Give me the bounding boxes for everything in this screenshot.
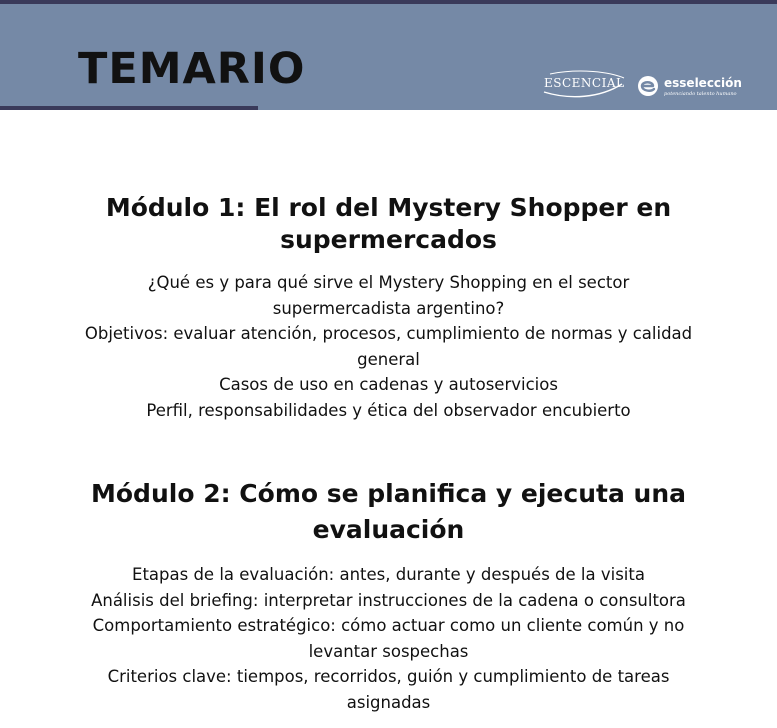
page-title: TEMARIO bbox=[78, 44, 306, 94]
module-2-title: Módulo 2: Cómo se planifica y ejecuta una evaluación bbox=[91, 479, 686, 544]
module-1-items bbox=[60, 270, 717, 423]
module-2-item: Etapas de la evaluación: antes, durante y después de la visita bbox=[132, 565, 645, 584]
module-2-item: Comportamiento estratégico: cómo actuar como un cliente común y no levantar sospechas bbox=[92, 616, 685, 661]
module-1 bbox=[60, 192, 717, 423]
esseleccion-logo-name: esselección bbox=[664, 76, 742, 90]
module-1-title: Módulo 1: El rol del Mystery Shopper en supermercados bbox=[105, 193, 672, 254]
escencial-logo bbox=[544, 76, 624, 90]
header-banner bbox=[0, 0, 777, 110]
esseleccion-logo bbox=[636, 74, 766, 104]
module-1-item: Objetivos: evaluar atención, procesos, cumplimiento de normas y calidad general bbox=[84, 324, 693, 369]
module-1-item: ¿Qué es y para qué sirve el Mystery Shopping en el sector supermercadista argentino? bbox=[147, 273, 630, 318]
esseleccion-mark-icon bbox=[636, 74, 660, 98]
header-underline bbox=[0, 106, 258, 110]
module-1-item: Casos de uso en cadenas y autoservicios bbox=[219, 375, 558, 394]
esseleccion-logo-tagline: potenciando talento humano bbox=[664, 91, 737, 97]
module-2-item: Análisis del briefing: interpretar instrucciones de la cadena o consultora bbox=[91, 590, 686, 610]
escencial-logo-text: ESCENCIAL bbox=[544, 76, 625, 90]
module-2-item: Criterios clave: tiempos, recorridos, guión y cumplimiento de tareas asignadas bbox=[107, 667, 670, 712]
module-2-items bbox=[60, 562, 717, 715]
module-1-item: Perfil, responsabilidades y ética del observador encubierto bbox=[146, 400, 631, 420]
module-2 bbox=[60, 476, 717, 715]
